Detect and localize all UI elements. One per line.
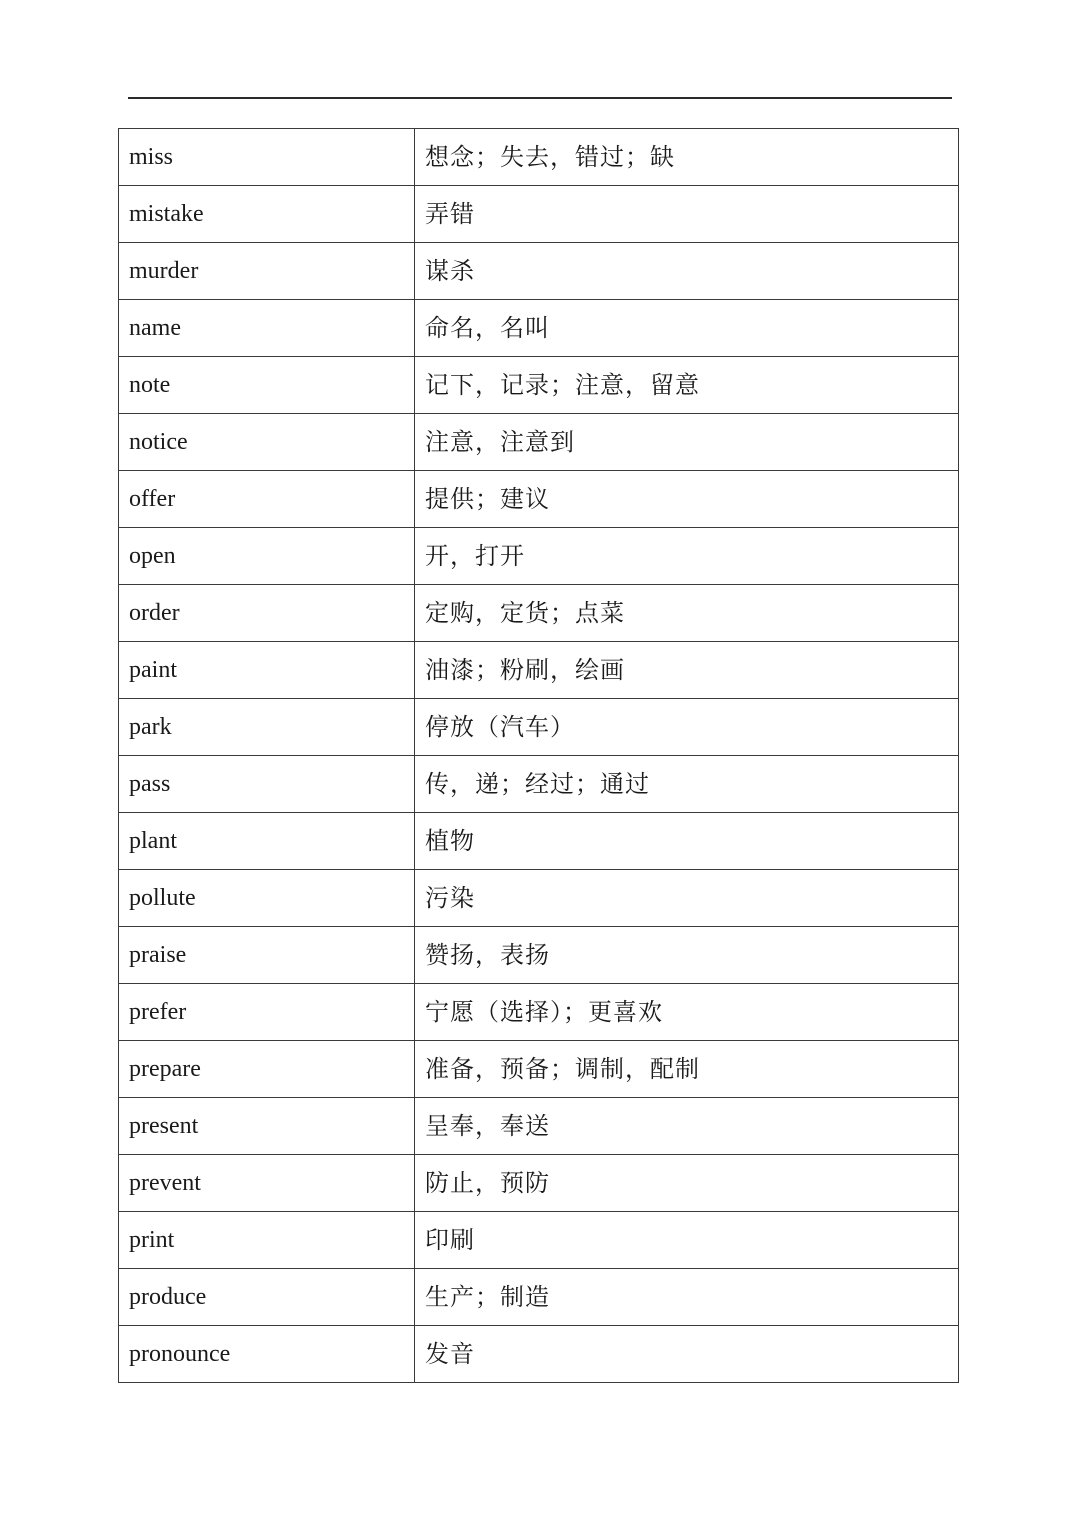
table-row	[119, 813, 959, 870]
word-cell: order	[119, 585, 415, 642]
word-cell: praise	[119, 927, 415, 984]
table-row	[119, 642, 959, 699]
word-cell: murder	[119, 243, 415, 300]
vocabulary-table	[118, 128, 959, 1383]
meaning-cell: 污染	[415, 870, 959, 927]
meaning-cell: 定购，定货；点菜	[415, 585, 959, 642]
table-row	[119, 1155, 959, 1212]
word-cell: present	[119, 1098, 415, 1155]
table-row	[119, 528, 959, 585]
table-row	[119, 357, 959, 414]
table-row	[119, 927, 959, 984]
word-cell: miss	[119, 129, 415, 186]
word-cell: produce	[119, 1269, 415, 1326]
table-row	[119, 186, 959, 243]
word-cell: prefer	[119, 984, 415, 1041]
table-row	[119, 300, 959, 357]
word-cell: name	[119, 300, 415, 357]
table-row	[119, 129, 959, 186]
meaning-cell: 谋杀	[415, 243, 959, 300]
meaning-cell: 防止，预防	[415, 1155, 959, 1212]
meaning-cell: 植物	[415, 813, 959, 870]
header-rule	[128, 97, 952, 99]
meaning-cell: 记下，记录；注意，留意	[415, 357, 959, 414]
meaning-cell: 停放（汽车）	[415, 699, 959, 756]
table-row	[119, 984, 959, 1041]
meaning-cell: 油漆；粉刷，绘画	[415, 642, 959, 699]
meaning-cell: 弄错	[415, 186, 959, 243]
table-row	[119, 1098, 959, 1155]
table-row	[119, 756, 959, 813]
word-cell: offer	[119, 471, 415, 528]
table-row	[119, 243, 959, 300]
word-cell: pollute	[119, 870, 415, 927]
meaning-cell: 生产；制造	[415, 1269, 959, 1326]
meaning-cell: 发音	[415, 1326, 959, 1383]
table-row	[119, 1041, 959, 1098]
meaning-cell: 提供；建议	[415, 471, 959, 528]
table-row	[119, 870, 959, 927]
table-row	[119, 1212, 959, 1269]
word-cell: plant	[119, 813, 415, 870]
word-cell: pass	[119, 756, 415, 813]
word-cell: pronounce	[119, 1326, 415, 1383]
word-cell: open	[119, 528, 415, 585]
word-cell: mistake	[119, 186, 415, 243]
meaning-cell: 想念；失去，错过；缺	[415, 129, 959, 186]
word-cell: prepare	[119, 1041, 415, 1098]
word-cell: print	[119, 1212, 415, 1269]
table-row	[119, 1269, 959, 1326]
table-row	[119, 1326, 959, 1383]
meaning-cell: 呈奉，奉送	[415, 1098, 959, 1155]
meaning-cell: 命名，名叫	[415, 300, 959, 357]
meaning-cell: 印刷	[415, 1212, 959, 1269]
word-cell: note	[119, 357, 415, 414]
word-cell: paint	[119, 642, 415, 699]
meaning-cell: 注意，注意到	[415, 414, 959, 471]
table-row	[119, 414, 959, 471]
word-cell: prevent	[119, 1155, 415, 1212]
meaning-cell: 开，打开	[415, 528, 959, 585]
table-row	[119, 585, 959, 642]
table-row	[119, 471, 959, 528]
meaning-cell: 传，递；经过；通过	[415, 756, 959, 813]
vocabulary-table-body	[119, 129, 959, 1383]
word-cell: park	[119, 699, 415, 756]
table-row	[119, 699, 959, 756]
meaning-cell: 准备，预备；调制，配制	[415, 1041, 959, 1098]
meaning-cell: 宁愿（选择）；更喜欢	[415, 984, 959, 1041]
meaning-cell: 赞扬，表扬	[415, 927, 959, 984]
word-cell: notice	[119, 414, 415, 471]
